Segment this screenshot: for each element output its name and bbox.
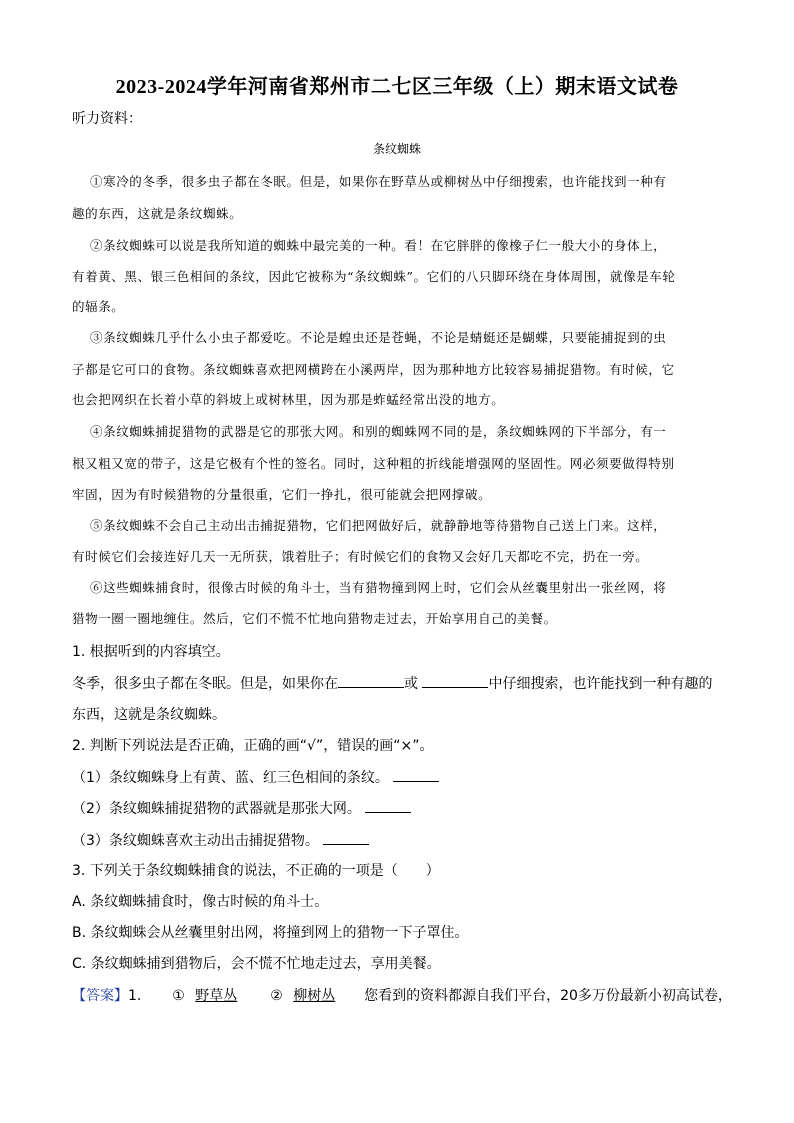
- q1-blank-1[interactable]: [338, 673, 404, 688]
- q2-item-3-blank[interactable]: [323, 830, 369, 845]
- answer-1: 野草丛: [195, 988, 238, 1004]
- q1-text-a: 冬季，很多虫子都在冬眠。但是，如果你在: [72, 676, 338, 692]
- q3-option-c[interactable]: C. 条纹蜘蛛捕到猎物后，会不慌不忙地走过去，享用美餐。: [72, 956, 441, 972]
- q2-item-2-text: （2）条纹蜘蛛捕捉猎物的武器就是那张大网。: [72, 801, 361, 817]
- answer-tag: 【答案】: [72, 988, 128, 1004]
- platform-note: 您看到的资料都源自我们平台，20多万份最新小初高试卷，: [364, 988, 732, 1004]
- q1-stem: 1. 根据听到的内容填空。: [72, 644, 230, 660]
- q3-stem: 3. 下列关于条纹蜘蛛捕食的说法，不正确的一项是（ ）: [72, 863, 440, 879]
- answer-2: 柳树丛: [293, 988, 336, 1004]
- story-title: 条纹蜘蛛: [372, 142, 421, 156]
- paragraph-4-line-1: ④条纹蜘蛛捕捉猎物的武器是它的那张大网。和别的蜘蛛网不同的是，条纹蜘蛛网的下半部分，有一: [90, 424, 667, 439]
- exam-title: 2023-2024学年河南省郑州市二七区三年级（上）期末语文试卷: [115, 76, 679, 98]
- listening-label: 听力资料：: [72, 111, 142, 127]
- paragraph-5-line-2: 有时候它们会接连好几天一无所获，饿着肚子；有时候它们的食物又会好几天都吃不完，扔在一旁。: [72, 549, 649, 564]
- paragraph-5-line-1: ⑤条纹蜘蛛不会自己主动出击捕捉猎物，它们把网做好后，就静静地等待猎物自己送上门来。这样，: [90, 518, 667, 533]
- paragraph-2-line-2: 有着黄、黑、银三色相间的条纹，因此它被称为“条纹蜘蛛”。它们的八只脚环绕在身体周围，就像是车轮: [72, 269, 676, 284]
- paragraph-4-line-3: 牢固，因为有时候猎物的分量很重，它们一挣扎，很可能就会把网撑破。: [72, 487, 492, 502]
- q2-item-3: [72, 830, 369, 850]
- answer-mark-1: ①: [172, 988, 185, 1004]
- q2-stem: 2. 判断下列说法是否正确，正确的画“√”，错误的画“×”。: [72, 738, 434, 754]
- q2-item-1-blank[interactable]: [393, 767, 439, 782]
- q1-text-c: 中仔细搜索，也许能找到一种有趣的: [488, 676, 713, 692]
- paragraph-3-line-2: 子都是它可口的食物。条纹蜘蛛喜欢把网横跨在小溪两岸，因为那种地方比较容易捕捉猎物。有时候，它: [72, 362, 675, 377]
- paragraph-6-line-1: ⑥这些蜘蛛捕食时，很像古时候的角斗士，当有猎物撞到网上时，它们会从丝囊里射出一张丝网，将: [90, 580, 667, 595]
- q3-option-b[interactable]: B. 条纹蜘蛛会从丝囊里射出网，将撞到网上的猎物一下子罩住。: [72, 925, 469, 941]
- answer-number: 1.: [128, 988, 142, 1004]
- q1-line-2: 东西，这就是条纹蜘蛛。: [72, 707, 226, 723]
- paragraph-2-line-1: ②条纹蜘蛛可以说是我所知道的蜘蛛中最完美的一种。看！在它胖胖的像橡子仁一般大小的身体上，: [90, 238, 667, 253]
- paragraph-2-line-3: 的辐条。: [72, 299, 125, 314]
- answer-line: [72, 985, 732, 1005]
- q2-item-3-text: （3）条纹蜘蛛喜欢主动出击捕捉猎物。: [72, 833, 319, 849]
- q2-item-1-text: （1）条纹蜘蛛身上有黄、蓝、红三色相间的条纹。: [72, 770, 389, 786]
- q3-option-a[interactable]: A. 条纹蜘蛛捕食时，像古时候的角斗士。: [72, 894, 329, 910]
- paragraph-1-line-2: 趣的东西，这就是条纹蜘蛛。: [72, 206, 243, 221]
- q1-fill-line: [72, 673, 712, 693]
- paragraph-4-line-2: 根又粗又宽的带子，这是它极有个性的签名。同时，这种粗的折线能增强网的坚固性。网必须要做得特别: [72, 456, 675, 471]
- paragraph-1-line-1: ①寒冷的冬季，很多虫子都在冬眠。但是，如果你在野草丛或柳树丛中仔细搜索，也许能找到一种有: [90, 174, 667, 189]
- paragraph-3-line-1: ③条纹蜘蛛几乎什么小虫子都爱吃。不论是蝗虫还是苍蝇，不论是蜻蜓还是蝴蝶，只要能捕捉到的虫: [90, 330, 667, 345]
- paragraph-6-line-2: 猎物一圈一圈地缠住。然后，它们不慌不忙地向猎物走过去，开始享用自己的美餐。: [72, 611, 557, 626]
- answer-mark-2: ②: [270, 988, 283, 1004]
- q1-text-b: 或: [404, 676, 418, 692]
- q1-blank-2[interactable]: [422, 673, 488, 688]
- q2-item-2: [72, 798, 411, 818]
- q2-item-2-blank[interactable]: [365, 798, 411, 813]
- q2-item-1: [72, 767, 439, 787]
- paragraph-3-line-3: 也会把网织在长着小草的斜坡上或树林里，因为那是蚱蜢经常出没的地方。: [72, 392, 505, 407]
